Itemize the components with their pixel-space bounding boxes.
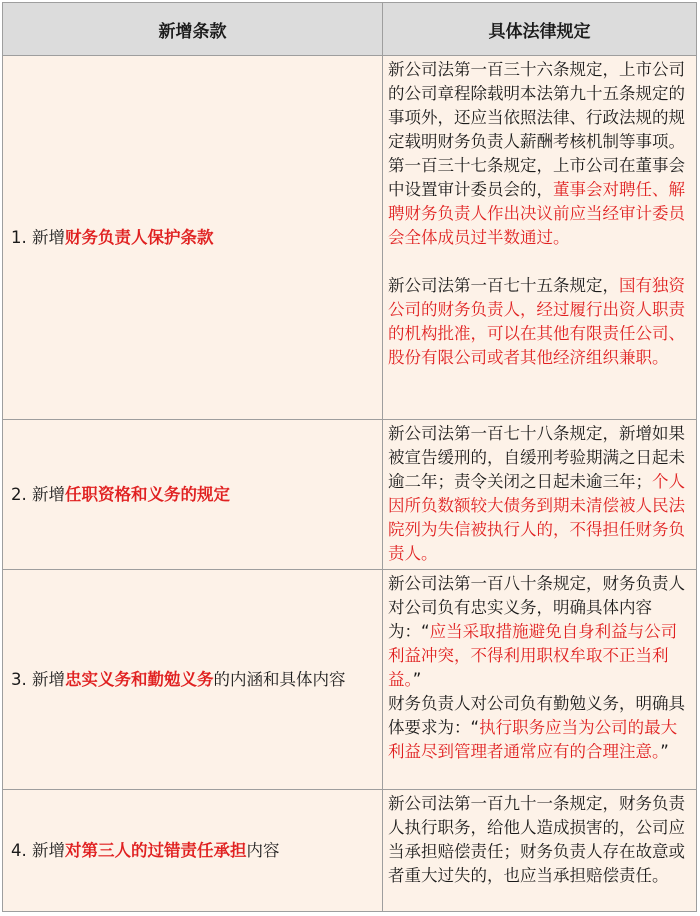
provision-paragraph bbox=[388, 692, 688, 764]
legal-provisions-table bbox=[2, 2, 697, 912]
provision-cell bbox=[383, 570, 697, 790]
provision-cell bbox=[383, 420, 697, 570]
provision-text: 新公司法第一百九十一条规定，财务负责人执行职务，给他人造成损害的，公司应当承担赔偿责任；财务负责人存在故意或者重大过失的，也应当承担赔偿责任。 bbox=[388, 794, 685, 885]
clause-cell bbox=[3, 420, 383, 570]
column-header-new-clause: 新增条款 bbox=[3, 3, 383, 56]
clause-suffix: 内容 bbox=[246, 840, 280, 860]
table-row bbox=[3, 56, 697, 420]
clause-cell bbox=[3, 790, 383, 912]
provision-highlight: 国有独资公司的财务负责人，经过履行出资人职责的机构批准，可以在其他有限责任公司、股份有限公司或者其他经济组织兼职。 bbox=[388, 276, 685, 367]
provision-cell bbox=[383, 790, 697, 912]
provision-text: 新公司法第一百七十五条规定， bbox=[388, 276, 619, 295]
provision-highlight: 执行职务应当为公司的最大利益尽到管理者通常应有的合理注意。 bbox=[388, 718, 678, 761]
provision-text: 新公司法第一百三十六条规定，上市公司的公司章程除载明本法第九十五条规定的事项外，还应当依照法律、行政法规的规定载明财务负责人薪酬考核机制等事项。第一百三十七条规定，上市公司在董事会中设置审计委员会的， bbox=[388, 60, 685, 199]
provision-text: 财务负责人对公司负有勤勉义务，明确具体要求为：“ bbox=[388, 694, 685, 737]
provision-paragraph bbox=[388, 422, 688, 566]
clause-prefix: 4. 新增 bbox=[11, 840, 65, 860]
provision-paragraph bbox=[388, 572, 688, 692]
provision-text: 新公司法第一百七十八条规定，新增如果被宣告缓刑的，自缓刑考验期满之日起未逾二年；责令关闭之日起未逾三年； bbox=[388, 424, 685, 491]
provision-highlight: 董事会对聘任、解聘财务负责人作出决议前应当经审计委员会全体成员过半数通过。 bbox=[388, 180, 685, 247]
clause-cell bbox=[3, 570, 383, 790]
provision-paragraph bbox=[388, 58, 688, 250]
clause-highlight: 任职资格和义务的规定 bbox=[65, 484, 230, 504]
provision-paragraph bbox=[388, 792, 688, 888]
table-row bbox=[3, 420, 697, 570]
provision-cell bbox=[383, 56, 697, 420]
clause-highlight: 忠实义务和勤勉义务 bbox=[65, 669, 214, 689]
paragraph-spacer bbox=[388, 250, 688, 274]
table-header-row bbox=[3, 3, 697, 56]
clause-highlight: 对第三人的过错责任承担 bbox=[65, 840, 247, 860]
table-row bbox=[3, 570, 697, 790]
clause-cell bbox=[3, 56, 383, 420]
column-header-legal-provision: 具体法律规定 bbox=[383, 3, 697, 56]
clause-highlight: 财务负责人保护条款 bbox=[65, 227, 214, 247]
clause-suffix: 的内涵和具体内容 bbox=[213, 669, 346, 689]
provision-text-tail: ” bbox=[412, 670, 422, 689]
clause-prefix: 1. 新增 bbox=[11, 227, 65, 247]
clause-prefix: 3. 新增 bbox=[11, 669, 65, 689]
table-row bbox=[3, 790, 697, 912]
provision-highlight: 应当采取措施避免自身利益与公司利益冲突，不得利用职权牟取不正当利益。 bbox=[388, 622, 678, 689]
provision-text: 新公司法第一百八十条规定，财务负责人对公司负有忠实义务，明确具体内容为：“ bbox=[388, 574, 685, 641]
clause-prefix: 2. 新增 bbox=[11, 484, 65, 504]
provision-paragraph bbox=[388, 274, 688, 370]
provision-text-tail: ” bbox=[660, 742, 669, 761]
provision-highlight: 个人因所负数额较大债务到期未清偿被人民法院列为失信被执行人的，不得担任财务负责人。 bbox=[388, 472, 685, 563]
